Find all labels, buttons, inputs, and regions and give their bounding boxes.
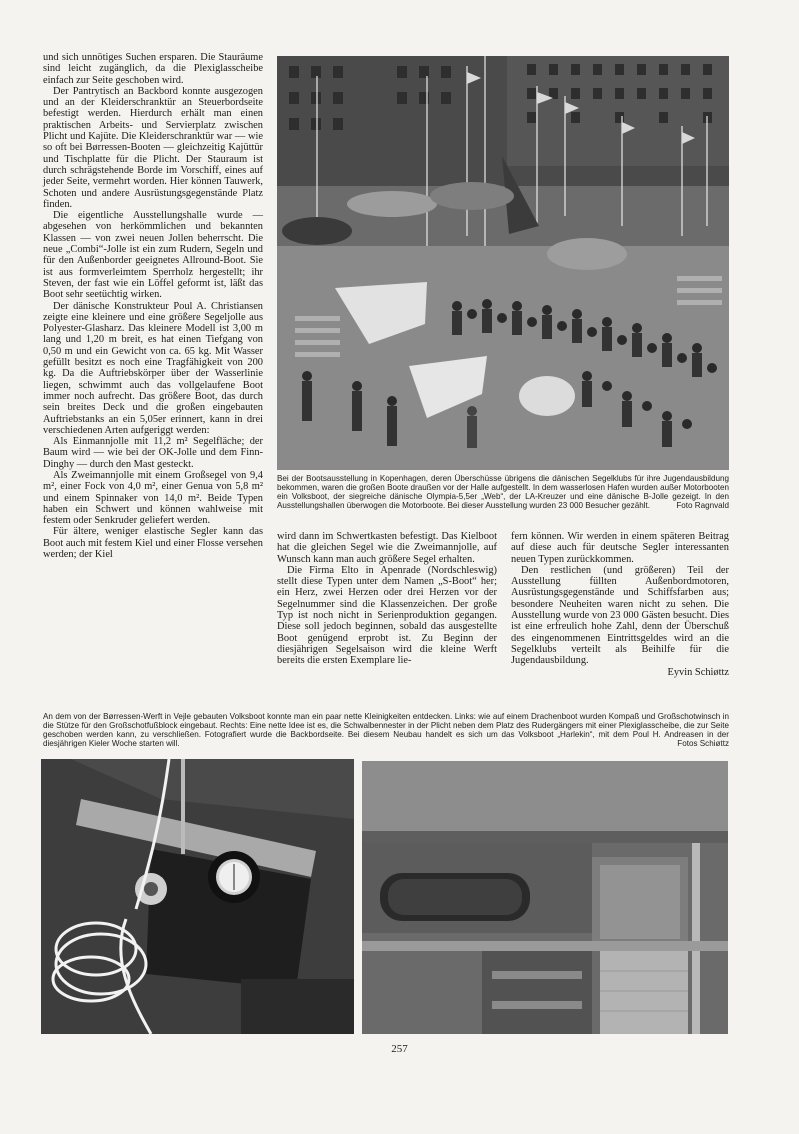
photo-credit: Fotos Schiøttz	[677, 739, 729, 748]
paragraph: Der dänische Konstrukteur Poul A. Christiansen zeigte eine kleinere und eine größere Segeljolle aus Polyester-Glasharz. Das kleinere Modell ist 3,00 m lang und 1,20 m breit, es hat einen Tiefgang von 0,50 m und ein Gewicht von ca. 65 kg. Mit Wasser gefüllt besitzt es noch eine Tragfähigkeit von 200 kg. Da die Auftriebskörper über der Wasserlinie liegen, schwimmt auch das vollgelaufene Boot immer noch aufrecht. Das größere Boot, das durch sein breites Deck und die großen eingebauten Auftriebstanks an ein 5,05er erinnert, kann in drei verschiedenen Arten aufgeriggt werden:	[43, 300, 263, 436]
paragraph: Die eigentliche Ausstellungshalle wurde — abgesehen von herkömmlichen und bekannten Klassen — von zwei neuen Jollen beherrscht. Die neue „Combi“-Jolle ist ein zum Rudern, Segeln und für den Außenborder geeignetes Allround-Boot. Sie ist aus formverleimtem Sperrholz hergestellt; ihr Steven, der fast wie ein Löffel geformt ist, läßt das Boot sehr seetüchtig wirken.	[43, 210, 263, 301]
paragraph: und sich unnötiges Suchen ersparen. Die Stauräume sind leicht zugänglich, da die Plexiglasscheibe einfach zur Seite geschoben wird.	[43, 52, 263, 86]
author-signature: Eyvin Schiøttz	[667, 666, 729, 678]
compass-winch-photo	[41, 759, 354, 1034]
text-column-2	[277, 531, 497, 667]
paragraph: Als Zweimannjolle mit einem Großsegel von 9,4 m², einer Fock von 4,0 m², einer Genua von 5,8 m² und einem Spinnaker von 14,0 m². Beide Typen haben ein Schwert und können wahlweise mit festem oder Senkruder geliefert werden.	[43, 469, 263, 527]
photo-caption-bottom	[43, 712, 729, 748]
paragraph: Den restlichen (und größeren) Teil der Ausstellung füllten Außenbordmotoren, Ausrüstungsgegenstände und Schiffsfarben aus; besondere Neuheiten waren nicht zu sehen. Die Ausstellung wurde von 23 000 Gästen besucht. Dies ist eine erfreulich hohe Zahl, denn der Überschuß des eingenommenen Eintrittsgeldes wird an die Segelklubs verteilt als Beihilfe für die Jugendausbildung.	[511, 564, 729, 667]
boat-show-photo	[277, 56, 729, 470]
text-column-1	[43, 52, 263, 560]
text-column-3	[511, 531, 729, 678]
page-number: 257	[391, 1043, 408, 1055]
paragraph: Die Firma Elto in Apenrade (Nordschleswig) stellt diese Typen unter dem Namen „S-Boot“ her; ein Herz, zwei Herzen oder drei Herzen vor der Segelnummer sind die Klassenzeichen. Der große Typ ist noch nicht in Serienproduktion gegangen. Diese soll jedoch beginnen, sobald das ausgestellte Boot genügend erprobt ist. Zu Beginn der diesjährigen Segelsaison wird die kleine Werft bereits die ersten Exemplare lie-	[277, 564, 497, 667]
paragraph: Als Einmannjolle mit 11,2 m² Segelfläche; der Baum wird — wie bei der OK-Jolle und dem Finn-Dinghy — durch den Mast gesteckt.	[43, 436, 263, 470]
caption-text: Bei der Bootsausstellung in Kopenhagen, deren Überschüsse übrigens die dänischen Segelklubs für ihre Jugendausbildung bekommen, waren die großen Boote draußen vor der Halle aufgestellt. In dem wasserlosen Hafen wurden außer Motorbooten ein Volksboot, der siegreiche dänische Olympia-5,5er „Web“, der LA-Kreuzer und eine dänische B-Jolle gezeigt. In den Ausstellungshallen überwogen die Motorboote. Bei dieser Ausstellung wurden 23 000 Besucher gezählt.	[277, 474, 729, 510]
caption-text: An dem von der Børressen-Werft in Vejle gebauten Volksboot konnte man ein paar nette Kleinigkeiten entdecken. Links: wie auf einem Drachenboot wurden Kompaß und Großschotwinsch in die Stütze für den Großschotfußblock eingebaut. Rechts: Eine nette Idee ist es, die Schwalbennester in der Plicht neben dem Platz des Rudergängers mit einer Plexiglasscheibe, die zur Seite geschoben werden kann, zu verschließen. Fotografiert wurde die Backbordseite. Bei diesem Neubau handelt es sich um das Volksboot „Harlekin“, mit dem Poul H. Andreasen in der diesjährigen Kieler Woche starten will.	[43, 712, 729, 748]
cockpit-plexiglass-photo	[362, 761, 728, 1034]
paragraph: Der Pantrytisch an Backbord konnte ausgezogen und an der Kleiderschranktür an Steuerbordseite befestigt werden. Hierdurch erhält man einen praktischen Arbeits- und Servierplatz zwischen Plicht und Kajüte. Die Kleiderschranktür war — wie so oft bei Børressen-Booten — gleichzeitig Kajüttür und Tischplatte für die Plicht. Der Stauraum ist durch schrägstehende Borde im Vorschiff, eines auf jeder Seite, vermehrt worden. Hier können Tauwerk, Schoten und andere Ausrüstungsgegenstände Platz finden.	[43, 85, 263, 210]
paragraph: Für ältere, weniger elastische Segler kann das Boot auch mit festem Kiel und einer Flosse versehen werden; der Kiel	[43, 526, 263, 561]
paragraph: wird dann im Schwertkasten befestigt. Das Kielboot hat die gleichen Segel wie die Zweimannjolle, auf Wunsch kann man auch größere Segel erhalten.	[277, 531, 497, 565]
photo-credit: Foto Ragnvald	[676, 501, 729, 510]
paragraph: fern können. Wir werden in einem späteren Beitrag auf diese auch für deutsche Segler interessanten neuen Typen zurückkommen.	[511, 531, 729, 565]
photo-caption-top	[277, 474, 729, 510]
